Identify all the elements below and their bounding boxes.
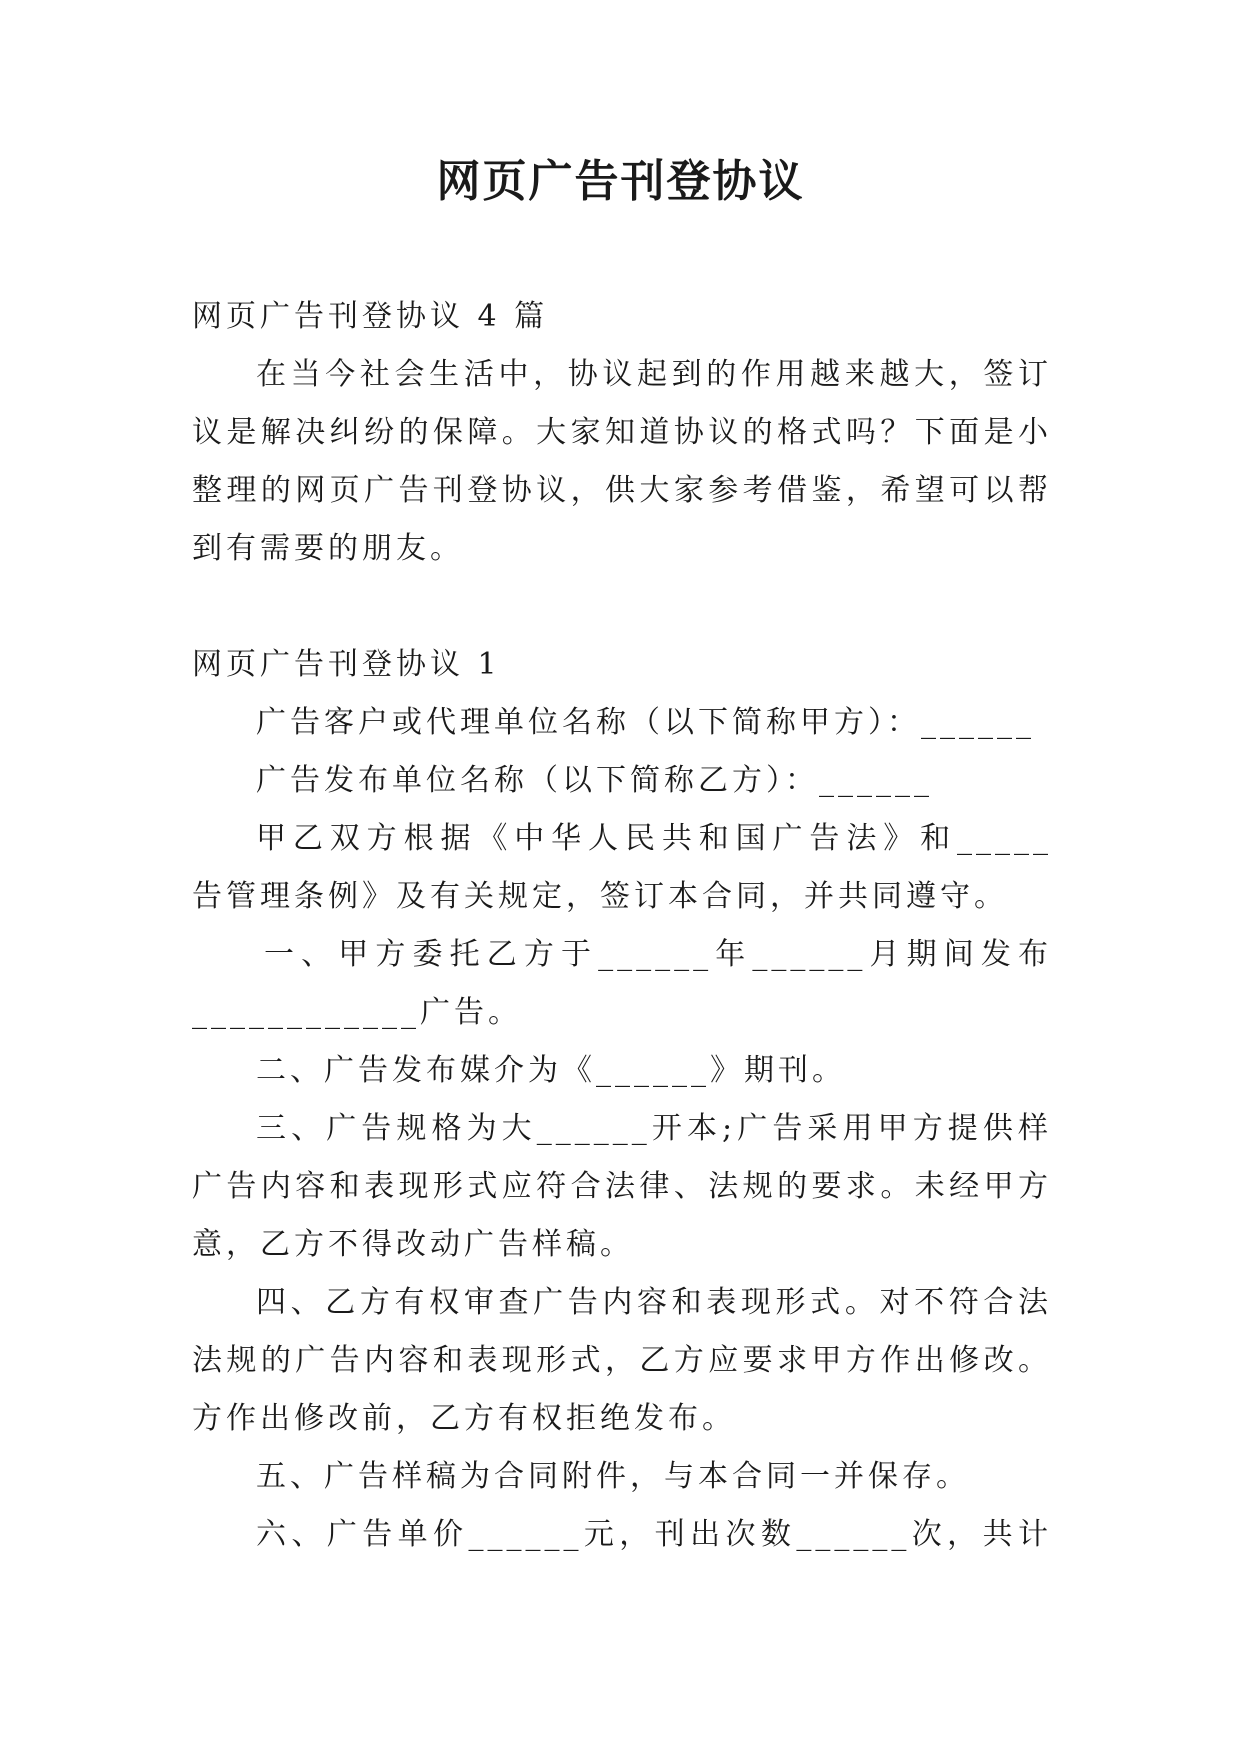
clause-3-line-2: 广告内容和表现形式应符合法律、法规的要求。未经甲方 — [192, 1169, 1052, 1204]
basis-line-1: 甲乙双方根据《中华人民共和国广告法》和_____ — [256, 821, 1052, 856]
clause-4-line-3: 方作出修改前，乙方有权拒绝发布。 — [192, 1401, 736, 1436]
intro-line-1: 在当今社会生活中，协议起到的作用越来越大，签订 — [256, 357, 1052, 392]
intro-line-4: 到有需要的朋友。 — [192, 531, 464, 566]
clause-2-line: 二、广告发布媒介为《______》期刊。 — [256, 1053, 846, 1088]
basis-line-2: 告管理条例》及有关规定，签订本合同，并共同遵守。 — [192, 879, 1008, 914]
party-a-line: 广告客户或代理单位名称（以下简称甲方）：______ — [256, 705, 1035, 740]
subtitle-line: 网页广告刊登协议 4 篇 — [192, 299, 549, 334]
document-title: 网页广告刊登协议 — [436, 156, 805, 207]
intro-line-3: 整理的网页广告刊登协议，供大家参考借鉴，希望可以帮 — [192, 473, 1052, 508]
clause-1-line-2: ____________广告。 — [192, 995, 522, 1030]
clause-3-line-3: 意，乙方不得改动广告样稿。 — [192, 1227, 634, 1262]
paragraph-gap — [192, 578, 1052, 636]
clause-6-line: 六、广告单价______元，刊出次数______次，共计 — [256, 1517, 1052, 1552]
document-body — [192, 288, 1052, 1564]
section-heading: 网页广告刊登协议 1 — [192, 647, 501, 682]
clause-4-line-2: 法规的广告内容和表现形式，乙方应要求甲方作出修改。 — [192, 1343, 1052, 1378]
intro-line-2: 议是解决纠纷的保障。大家知道协议的格式吗？下面是小 — [192, 415, 1052, 450]
clause-3-line-1: 三、广告规格为大______开本;广告采用甲方提供样 — [256, 1111, 1052, 1146]
clause-5-line: 五、广告样稿为合同附件，与本合同一并保存。 — [256, 1459, 970, 1494]
clause-4-line-1: 四、乙方有权审查广告内容和表现形式。对不符合法 — [256, 1285, 1052, 1320]
clause-1-line-1: 一、甲方委托乙方于______年______月期间发布 — [264, 937, 1052, 972]
party-b-line: 广告发布单位名称（以下简称乙方）：______ — [256, 763, 933, 798]
